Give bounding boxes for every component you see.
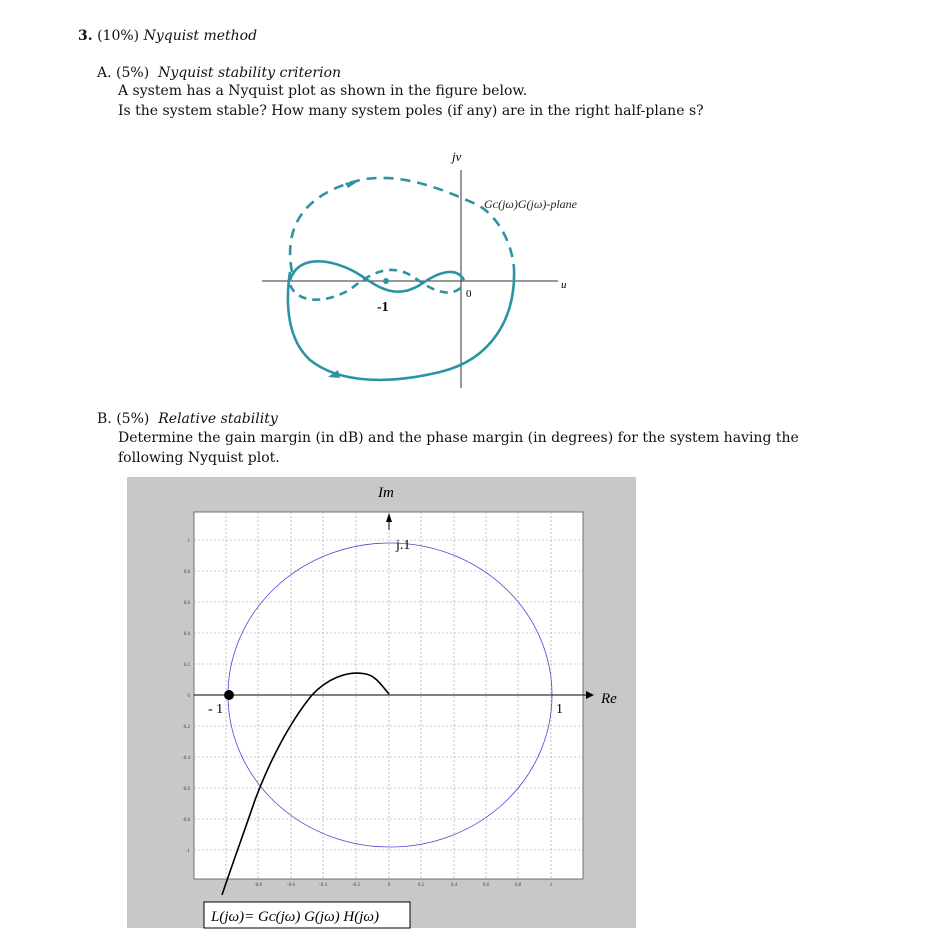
part-a-weight: (5%) bbox=[116, 65, 150, 81]
figure-a-origin-label: 0 bbox=[466, 288, 472, 300]
figure-a-u-label: u bbox=[561, 279, 567, 291]
figure-b-x-tick-label: 1 bbox=[549, 883, 553, 888]
question-weight: (10%) bbox=[97, 28, 140, 44]
part-a-line-2: Is the system stable? How many system poles (if any) are in the right half-plane s? bbox=[118, 103, 704, 119]
figure-a-plane-label: Gᴄ(jω)G(jω)-plane bbox=[484, 197, 578, 211]
figure-b-y-tick-label: 0.4 bbox=[183, 632, 190, 637]
figure-b-y-tick-label: 0.6 bbox=[183, 601, 190, 606]
figure-b-x-tick-label: -0.4 bbox=[319, 883, 327, 888]
part-a-line-1: A system has a Nyquist plot as shown in the figure below. bbox=[118, 83, 528, 99]
figure-b-x-tick-label: 0.2 bbox=[417, 883, 425, 888]
figure-b-y-tick-label: -0.6 bbox=[182, 787, 190, 792]
part-b-title: Relative stability bbox=[158, 411, 278, 427]
figure-a-jv-label: jv bbox=[452, 149, 462, 164]
question-title: Nyquist method bbox=[143, 28, 258, 44]
figure-b-im-label: Im bbox=[378, 485, 394, 501]
figure-a-minus-one-label: -1 bbox=[377, 300, 389, 315]
figure-b-y-tick-label: 0.8 bbox=[183, 570, 190, 575]
part-b-weight: (5%) bbox=[116, 411, 150, 427]
figure-b-j1-label: j.1 bbox=[396, 538, 411, 553]
figure-b-x-tick-label: 0.6 bbox=[482, 883, 490, 888]
figure-b-minus-one-point bbox=[224, 690, 234, 700]
figure-b-y-tick-label: -0.8 bbox=[182, 818, 190, 823]
figure-b-y-tick-label: 0.2 bbox=[183, 663, 190, 668]
figure-b-x-tick-label: -0.8 bbox=[254, 883, 262, 888]
figure-b-x-tick-label: -0.2 bbox=[352, 883, 360, 888]
part-b-letter: B. bbox=[97, 411, 112, 427]
part-a-letter: A. bbox=[97, 65, 112, 81]
figure-b-y-tick-label: 1 bbox=[187, 539, 190, 544]
figure-b-y-tick-label: -0.2 bbox=[182, 725, 190, 730]
question-number: 3. bbox=[78, 28, 93, 44]
figure-b-loop-label: L(jω)= Gᴄ(jω) G(jω) H(jω) bbox=[211, 909, 379, 925]
figure-b-x-tick-label: 0 bbox=[387, 883, 391, 888]
figure-b-x-tick-label: 0.4 bbox=[450, 883, 458, 888]
figure-b-x-tick-label: -0.6 bbox=[287, 883, 295, 888]
part-a-title: Nyquist stability criterion bbox=[158, 65, 342, 81]
figure-b-one-label: 1 bbox=[556, 702, 563, 717]
figure-b-y-tick-label: 0 bbox=[187, 694, 190, 699]
part-b-line-2: following Nyquist plot. bbox=[118, 450, 280, 466]
figure-b-y-tick-label: -1 bbox=[185, 849, 190, 854]
figure-b-y-tick-label: -0.4 bbox=[182, 756, 190, 761]
figure-b-x-tick-label: 0.8 bbox=[514, 883, 522, 888]
figure-b-minus-one-label: - 1 bbox=[208, 702, 224, 717]
part-b-line-1: Determine the gain margin (in dB) and the phase margin (in degrees) for the system having the bbox=[118, 430, 799, 446]
figure-b-re-label: Re bbox=[601, 691, 617, 707]
